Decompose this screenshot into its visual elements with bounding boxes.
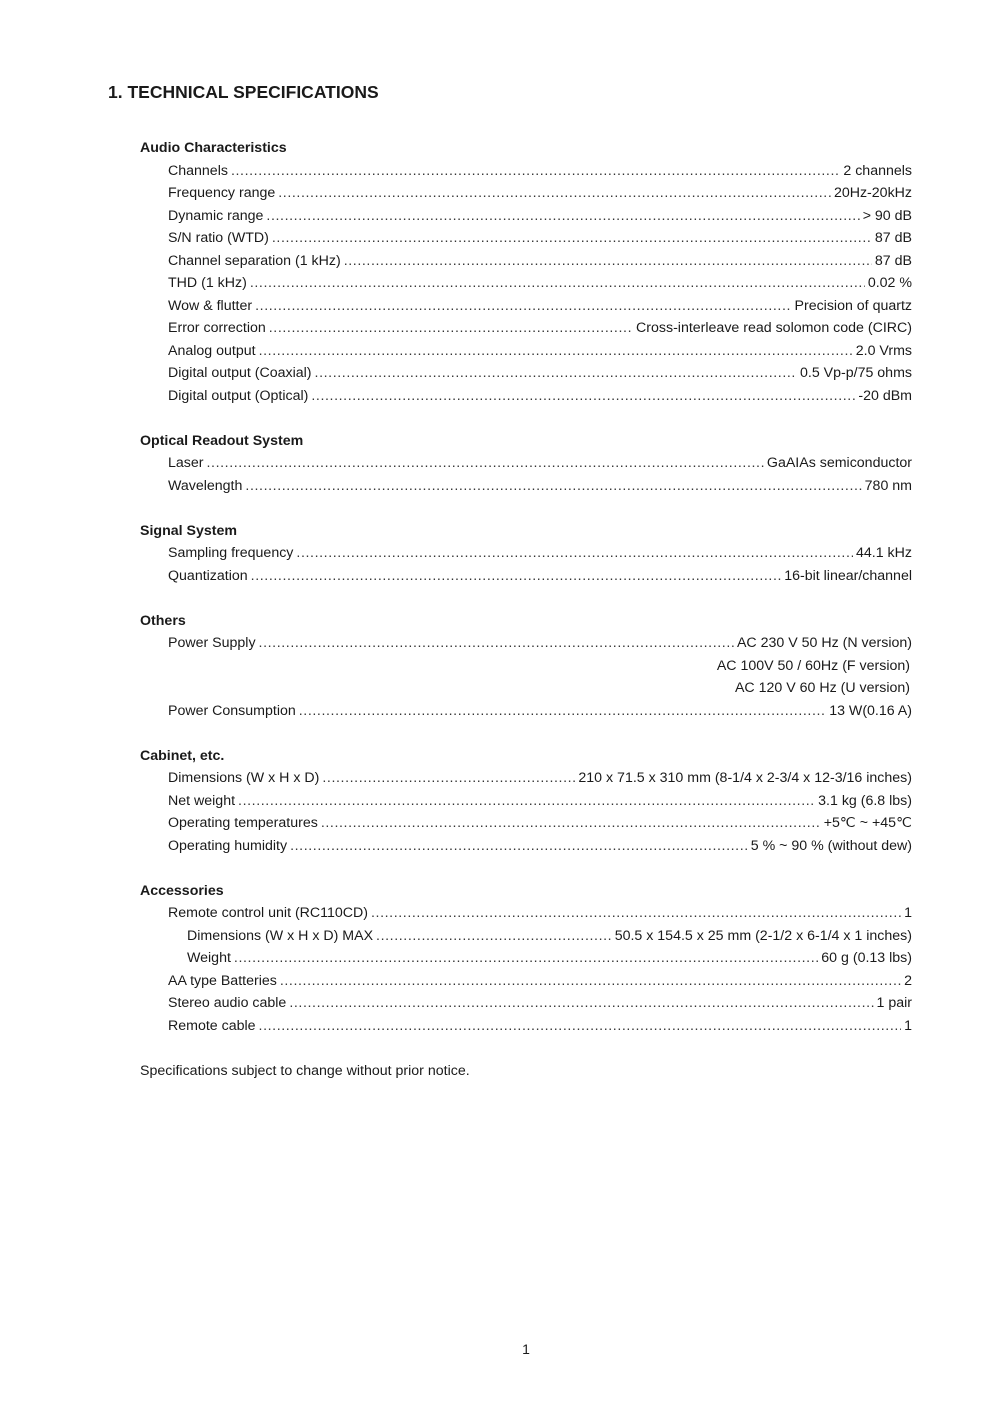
spec-value: 87 dB	[874, 252, 912, 269]
spec-value: -20 dBm	[858, 387, 912, 404]
spec-row	[140, 970, 912, 993]
spec-value: Cross-interleave read solomon code (CIRC)	[636, 320, 912, 336]
section-heading: Audio Characteristics	[140, 140, 287, 156]
spec-row	[140, 767, 912, 790]
spec-label: Dynamic range	[168, 207, 264, 224]
spec-label: Error correction	[168, 320, 266, 336]
spec-value: 780 nm	[864, 477, 912, 494]
spec-label: S/N ratio (WTD)	[168, 230, 269, 246]
section-heading: Others	[140, 612, 186, 629]
section-heading: Cabinet, etc.	[140, 747, 225, 764]
spec-value: 0.5 Vp-p/75 ohms	[800, 365, 912, 381]
spec-row	[140, 790, 912, 813]
dot-leader	[259, 1015, 902, 1038]
spec-value: 1	[904, 905, 912, 921]
section-signal-system	[140, 520, 912, 588]
spec-row	[140, 250, 912, 273]
dot-leader	[259, 340, 853, 363]
spec-label: Channels	[168, 162, 228, 179]
spec-row	[140, 182, 912, 205]
spec-label: Operating temperatures	[168, 815, 318, 831]
section-others	[140, 610, 912, 723]
spec-value: 2.0 Vrms	[855, 342, 912, 359]
spec-label: Wow & flutter	[168, 297, 253, 314]
dot-leader	[289, 992, 873, 1015]
dot-leader	[290, 835, 748, 858]
spec-label: Power Consumption	[168, 702, 296, 719]
spec-row	[140, 227, 912, 250]
spec-row	[140, 835, 912, 858]
spec-label: Digital output (Optical)	[168, 387, 309, 404]
spec-label: Laser	[168, 455, 204, 471]
spec-value: 20Hz-20kHz	[833, 185, 912, 201]
section-optical-readout-system	[140, 430, 912, 498]
section-cabinet	[140, 745, 912, 858]
dot-leader	[234, 947, 818, 970]
dot-leader	[299, 700, 826, 723]
spec-value: 1	[904, 1017, 912, 1034]
dot-leader	[207, 452, 764, 475]
spec-value: 44.1 kHz	[856, 545, 912, 561]
dot-leader	[269, 317, 633, 340]
spec-label: Operating humidity	[168, 837, 288, 854]
section-heading: Accessories	[140, 882, 224, 899]
spec-label: AA type Batteries	[168, 972, 277, 989]
spec-value-continuation: AC 120 V 60 Hz (U version)	[734, 680, 910, 696]
spec-value: 5 % ~ 90 % (without dew)	[750, 837, 912, 854]
spec-label: Dimensions (W x H x D)	[168, 770, 320, 786]
spec-label: Analog output	[168, 342, 256, 359]
spec-label: Digital output (Coaxial)	[168, 365, 312, 381]
spec-value: 16-bit linear/channel	[784, 567, 912, 584]
spec-label: Stereo audio cable	[168, 995, 287, 1011]
spec-content	[140, 137, 912, 1082]
spec-value: AC 230 V 50 Hz (N version)	[736, 635, 912, 651]
spec-label: Remote control unit (RC110CD)	[168, 905, 369, 921]
dot-leader	[311, 385, 855, 408]
dot-leader	[251, 565, 782, 588]
spec-label: Weight	[187, 950, 231, 966]
dot-leader	[250, 272, 865, 295]
spec-value: 1 pair	[876, 995, 912, 1011]
spec-label: Channel separation (1 kHz)	[168, 252, 341, 269]
spec-label: Net weight	[168, 792, 236, 809]
spec-value: GaAIAs semiconductor	[766, 455, 912, 471]
spec-value-continuation: AC 100V 50 / 60Hz (F version)	[716, 657, 910, 674]
spec-value: 50.5 x 154.5 x 25 mm (2-1/2 x 6-1/4 x 1 inches)	[614, 927, 912, 944]
dot-leader	[321, 812, 821, 835]
dot-leader	[376, 925, 612, 948]
spec-label: Frequency range	[168, 185, 276, 201]
dot-leader	[371, 902, 901, 925]
spec-value: Precision of quartz	[794, 297, 912, 314]
dot-leader	[255, 295, 791, 318]
spec-label: Dimensions (W x H x D) MAX	[187, 927, 374, 944]
dot-leader	[344, 250, 872, 273]
spec-value: 0.02 %	[867, 275, 912, 291]
spec-value: > 90 dB	[862, 207, 912, 224]
spec-value: +5℃ ~ +45℃	[823, 815, 912, 831]
spec-row	[140, 565, 912, 588]
spec-label: Quantization	[168, 567, 248, 584]
spec-row	[140, 812, 912, 835]
dot-leader	[278, 182, 831, 205]
footnote: Specifications subject to change without prior notice.	[140, 1062, 470, 1079]
spec-label: Power Supply	[168, 635, 256, 651]
spec-label: THD (1 kHz)	[168, 275, 247, 291]
page-number: 1	[522, 1341, 530, 1357]
dot-leader	[259, 632, 734, 655]
spec-row	[140, 205, 912, 228]
spec-value: 60 g (0.13 lbs)	[821, 950, 912, 966]
section-accessories	[140, 880, 912, 1038]
spec-value: 210 x 71.5 x 310 mm (8-1/4 x 2-3/4 x 12-3/16 inches)	[578, 770, 912, 786]
spec-label: Wavelength	[168, 477, 243, 494]
spec-row	[140, 902, 912, 925]
section-heading: Optical Readout System	[140, 432, 304, 449]
dot-leader	[266, 205, 859, 228]
spec-label: Remote cable	[168, 1017, 256, 1034]
page-title: 1. TECHNICAL SPECIFICATIONS	[108, 82, 379, 102]
spec-row	[140, 1015, 912, 1038]
spec-row	[140, 632, 912, 655]
spec-row	[140, 340, 912, 363]
dot-leader	[315, 362, 797, 385]
spec-row	[140, 947, 912, 970]
dot-leader	[296, 542, 853, 565]
spec-row	[140, 272, 912, 295]
dot-leader	[280, 970, 901, 993]
dot-leader	[322, 767, 575, 790]
dot-leader	[272, 227, 872, 250]
spec-value: 87 dB	[874, 230, 912, 246]
dot-leader	[231, 160, 840, 183]
spec-value: 2	[904, 972, 912, 989]
spec-row	[140, 475, 912, 498]
spec-row	[140, 385, 912, 408]
section-audio-characteristics	[140, 137, 912, 407]
spec-value: 13 W(0.16 A)	[829, 702, 912, 719]
spec-value: 2 channels	[843, 162, 912, 179]
spec-row	[140, 160, 912, 183]
dot-leader	[245, 475, 861, 498]
spec-row	[140, 452, 912, 475]
spec-row	[140, 317, 912, 340]
spec-row	[140, 542, 912, 565]
spec-row	[140, 362, 912, 385]
dot-leader	[238, 790, 815, 813]
spec-row	[140, 925, 912, 948]
spec-label: Sampling frequency	[168, 545, 294, 561]
spec-row	[140, 700, 912, 723]
section-heading: Signal System	[140, 522, 237, 539]
spec-row	[140, 295, 912, 318]
spec-value: 3.1 kg (6.8 lbs)	[818, 792, 912, 809]
spec-row	[140, 992, 912, 1015]
